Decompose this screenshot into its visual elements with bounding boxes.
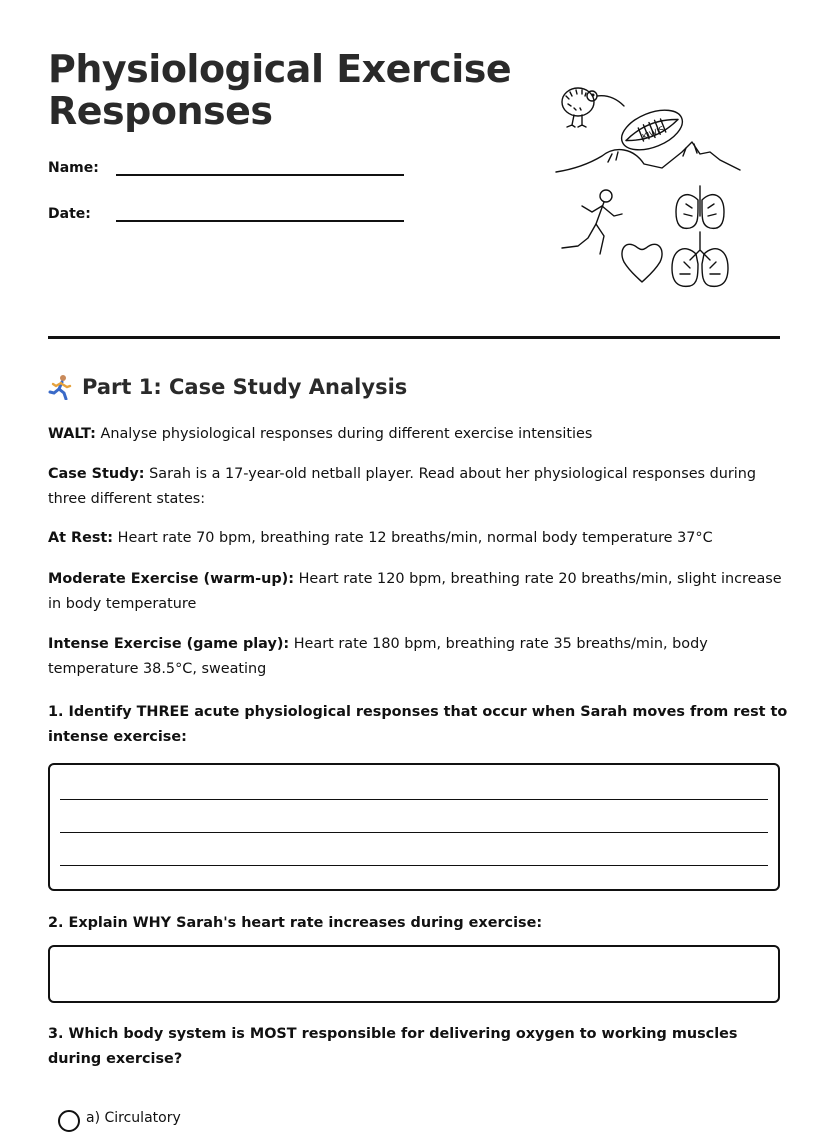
question-2: 2. Explain WHY Sarah's heart rate increases during exercise: [48, 915, 543, 931]
answer-line [60, 865, 768, 866]
case-study-paragraph [48, 462, 788, 512]
mountains-icon [556, 142, 740, 172]
answer-line [60, 799, 768, 800]
rest-text: Heart rate 70 bpm, breathing rate 12 breaths/min, normal body temperature 37°C [117, 530, 713, 546]
question-3: 3. Which body system is MOST responsible for delivering oxygen to working muscles during exercise? [48, 1026, 738, 1067]
name-input-line[interactable] [116, 156, 404, 176]
section-divider [48, 336, 780, 339]
question-1-answer-box[interactable] [48, 763, 780, 891]
kiwi-bird-icon [562, 88, 624, 127]
case-study-label: Case Study: [48, 466, 145, 482]
option-a-label: a) Circulatory [86, 1110, 181, 1126]
name-label: Name: [48, 160, 99, 176]
walt-paragraph [48, 422, 788, 447]
moderate-exercise-paragraph [48, 567, 788, 617]
question-1: 1. Identify THREE acute physiological responses that occur when Sarah moves from rest to intense exercise: [48, 704, 788, 745]
rest-paragraph [48, 526, 788, 551]
part-1-heading [48, 374, 407, 400]
option-a-radio[interactable] [58, 1110, 80, 1132]
page-title: Physiological Exercise Responses [48, 47, 512, 133]
rugby-ball-label: KIWIS [640, 124, 666, 142]
intense-exercise-label: Intense Exercise (game play): [48, 636, 290, 652]
answer-line [60, 832, 768, 833]
question-2-answer-box[interactable] [48, 945, 780, 1003]
date-label: Date: [48, 206, 91, 222]
lungs-icon [676, 186, 724, 228]
heart-icon [622, 244, 662, 282]
walt-text: Analyse physiological responses during different exercise intensities [100, 426, 593, 442]
intense-exercise-text: Heart rate 180 bpm, breathing rate 35 breaths/min, body temperature 38.5°C, sweating [48, 636, 708, 677]
date-field[interactable] [48, 202, 404, 222]
walt-label: WALT: [48, 426, 96, 442]
name-field[interactable] [48, 156, 404, 176]
rest-label: At Rest: [48, 530, 114, 546]
lungs-bronchi-icon [672, 232, 728, 286]
intense-exercise-paragraph [48, 632, 788, 682]
case-study-text: Sarah is a 17-year-old netball player. Read about her physiological responses during three different states: [48, 466, 757, 507]
date-input-line[interactable] [116, 202, 404, 222]
exercise-illustration [552, 78, 748, 292]
runner-figure-icon [562, 190, 622, 254]
moderate-exercise-text: Heart rate 120 bpm, breathing rate 20 breaths/min, slight increase in body temperature [48, 571, 782, 612]
moderate-exercise-label: Moderate Exercise (warm-up): [48, 571, 295, 587]
part-1-title: Part 1: Case Study Analysis [82, 375, 408, 399]
running-person-icon [48, 374, 74, 400]
